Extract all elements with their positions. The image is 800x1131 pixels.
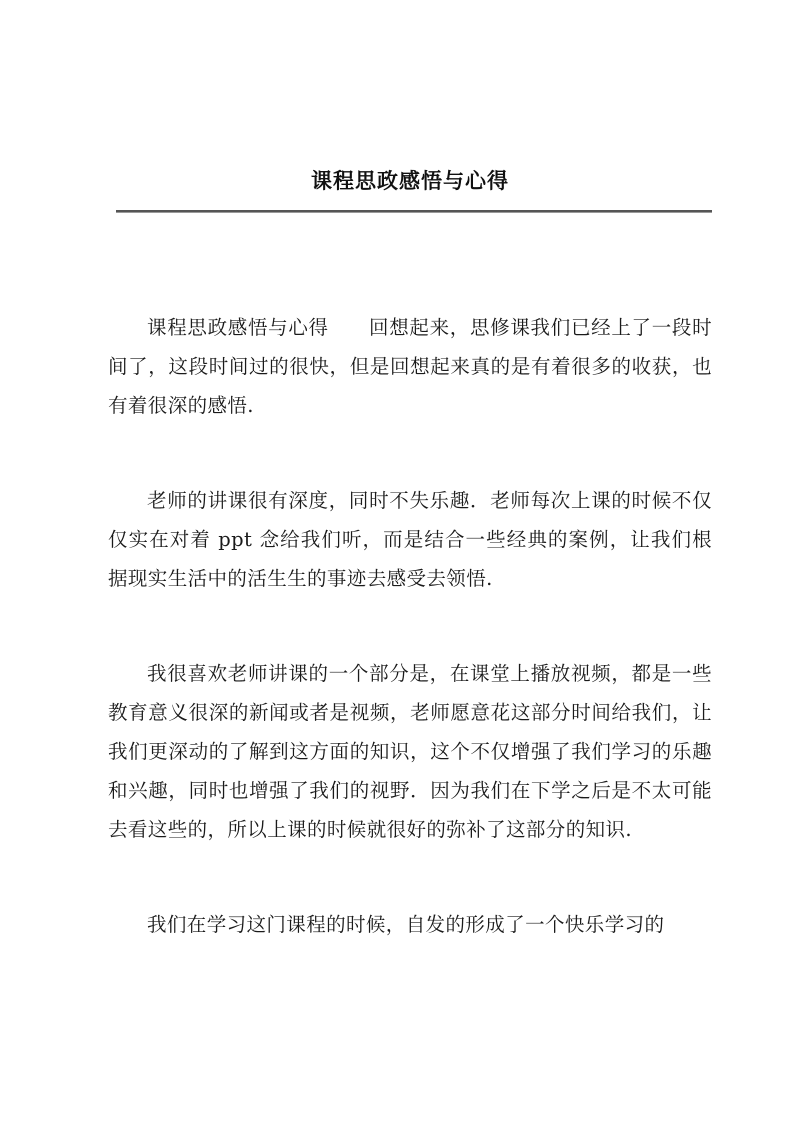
paragraph-1-text: 回想起来，思修课我们已经上了一段时间了，这段时间过的很快，但是回想起来真的是有着很多的收获，也有着很深的感悟.	[108, 316, 712, 417]
document-title: 课程思政感悟与心得	[311, 168, 509, 193]
paragraph-1-lead: 课程思政感悟与心得	[147, 316, 329, 339]
paragraph-4: 我们在学习这门课程的时候，自发的形成了一个快乐学习的	[147, 913, 665, 936]
title-divider	[116, 210, 712, 213]
document-body	[108, 308, 712, 1000]
paragraph-1	[108, 308, 712, 425]
paragraph-3: 我很喜欢老师讲课的一个部分是，在课堂上播放视频，都是一些教育意义很深的新闻或者是视频，老师愿意花这部分时间给我们，让我们更深动的了解到这方面的知识，这个不仅增强了我们学习的乐趣和兴趣，同时也增强了我们的视野．因为我们在下学之后是不太可能去看这些的，所以上课的时候就很好的弥补了这部分的知识.	[108, 662, 712, 841]
paragraph-2: 老师的讲课很有深度，同时不失乐趣．老师每次上课的时候不仅仅实在对着 ppt 念给我们听，而是结合一些经典的案例，让我们根据现实生活中的活生生的事迹去感受去领悟.	[108, 489, 712, 590]
